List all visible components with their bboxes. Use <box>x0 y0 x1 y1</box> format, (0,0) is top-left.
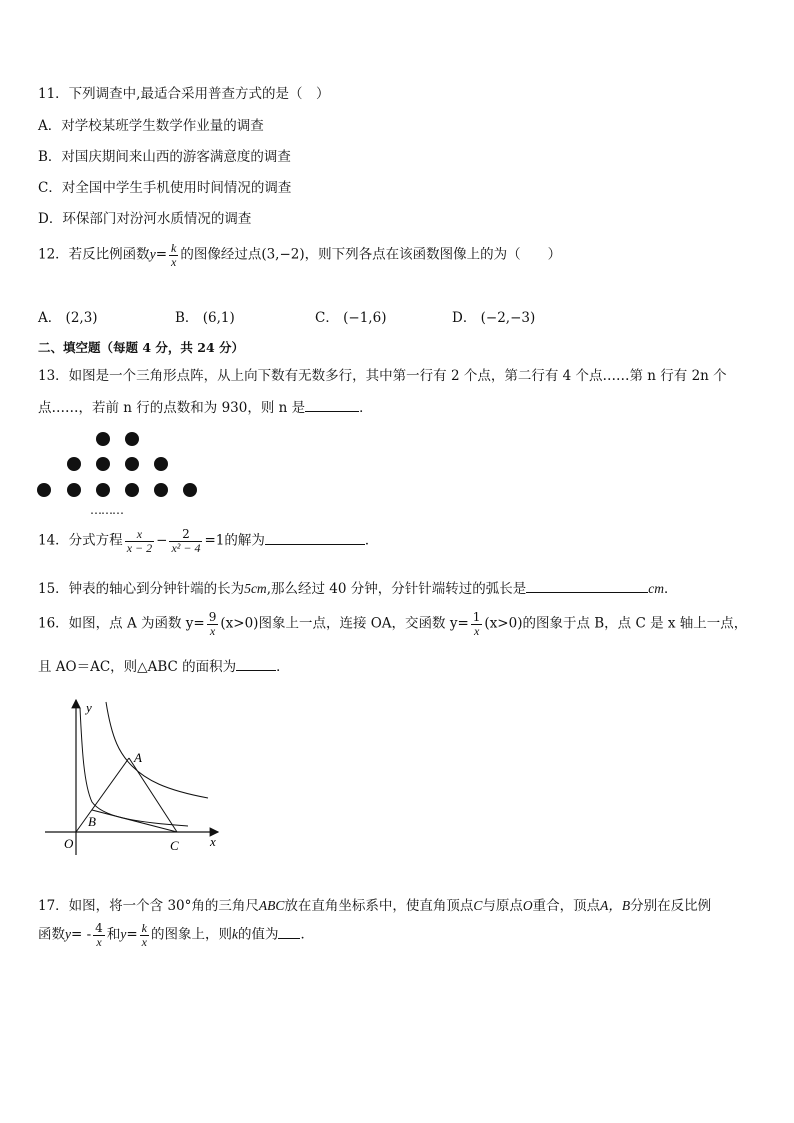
answer-blank[interactable] <box>265 532 365 545</box>
q12-option-a: A． (2,3) <box>38 310 98 326</box>
q17-fraction-1: $\frac{4}{x}$ <box>95 921 103 949</box>
dot <box>125 457 139 471</box>
segment-BC <box>92 810 177 832</box>
dot <box>125 483 139 497</box>
q17-line1: 17．如图，将一个含 30°角的三角尺ABC放在直角坐标系中，使直角顶点C与原点O重合，顶点A，B分别在反比例 <box>38 898 712 914</box>
dot <box>67 457 81 471</box>
q16-figure <box>40 690 230 860</box>
section-heading: 二、填空题（每题 4 分，共 24 分） <box>38 340 245 355</box>
q12-option-d: D． (−2,−3) <box>452 310 536 326</box>
q11-option-b: B．对国庆期间来山西的游客满意度的调查 <box>38 149 291 165</box>
q12-fraction: $\frac{k}{x}$ <box>171 241 177 269</box>
label-C: C <box>170 838 179 853</box>
answer-blank[interactable] <box>526 580 648 593</box>
label-y: y <box>86 700 92 715</box>
dot <box>96 483 110 497</box>
dot <box>96 432 110 446</box>
dot <box>183 483 197 497</box>
dot <box>37 483 51 497</box>
q14-fraction-1: $\frac{x}{x - 2}$ <box>126 527 153 555</box>
dot <box>96 457 110 471</box>
q11-option-a: A．对学校某班学生数学作业量的调查 <box>38 118 264 134</box>
dot <box>67 483 81 497</box>
dot <box>125 432 139 446</box>
q15-stem: 15．钟表的轴心到分钟针端的长为5cm,那么经过 40 分钟，分针针端转过的弧长是 cm． <box>38 581 678 597</box>
dot <box>154 483 168 497</box>
q16-fraction-2: $\frac{1}{x}$ <box>472 610 481 638</box>
answer-blank[interactable] <box>305 399 359 412</box>
answer-blank[interactable] <box>236 658 276 671</box>
q13-line2: 点……，若前 n 行的点数和为 930，则 n 是 ． <box>38 400 373 416</box>
q11-stem: 11．下列调查中,最适合采用普查方式的是（ ） <box>38 86 330 102</box>
label-O: O <box>64 836 74 851</box>
q16-fraction-1: $\frac{9}{x}$ <box>208 610 217 638</box>
q14-stem: 14．分式方程 $\frac{x}{x - 2}$ − $\frac{2}{\text{x² − 4}}$ =1的解为 ． <box>38 527 379 555</box>
curve-y-1-over-x <box>80 708 188 826</box>
label-x: x <box>210 834 216 849</box>
curve-y-9-over-x <box>106 702 208 798</box>
q11-option-c: C．对全国中学生手机使用时间情况的调查 <box>38 180 292 196</box>
q16-line1: 16．如图，点 A 为函数 y= $\frac{9}{x}$ (x>0)图象上一点，连接 OA，交函数 y= $\frac{1}{x}$ (x>0)的图象于点 B，点 C 是 x 轴上一点， <box>38 610 748 638</box>
dot-ellipsis: ……… <box>90 503 123 517</box>
dot-array-figure <box>36 425 216 525</box>
label-A: A <box>134 750 142 765</box>
q17-fraction-2: $\frac{k}{x}$ <box>141 921 147 949</box>
q12-option-c: C． (−1,6) <box>315 310 387 326</box>
q16-line2: 且 AO＝AC，则△ABC 的面积为 ． <box>38 659 290 675</box>
dot <box>154 457 168 471</box>
q17-line2: 函数y= - $\frac{4}{x}$ 和y= $\frac{k}{x}$ 的图象上，则k的值为 ． <box>38 921 314 949</box>
q11-option-d: D．环保部门对汾河水质情况的调查 <box>38 211 252 227</box>
answer-blank[interactable] <box>278 926 300 939</box>
q12-stem: 12．若反比例函数y= $\frac{k}{x}$ 的图像经过点(3,−2)，则下列各点在该函数图像上的为（ ） <box>38 241 562 269</box>
q12-option-b: B． (6,1) <box>175 310 235 326</box>
q14-fraction-2: $\frac{2}{\text{x² − 4}}$ <box>171 527 201 555</box>
label-B: B <box>88 814 96 829</box>
q13-line1: 13．如图是一个三角形点阵，从上向下数有无数多行，其中第一行有 2 个点，第二行有 4 个点……第 n 行有 2n 个 <box>38 368 727 384</box>
